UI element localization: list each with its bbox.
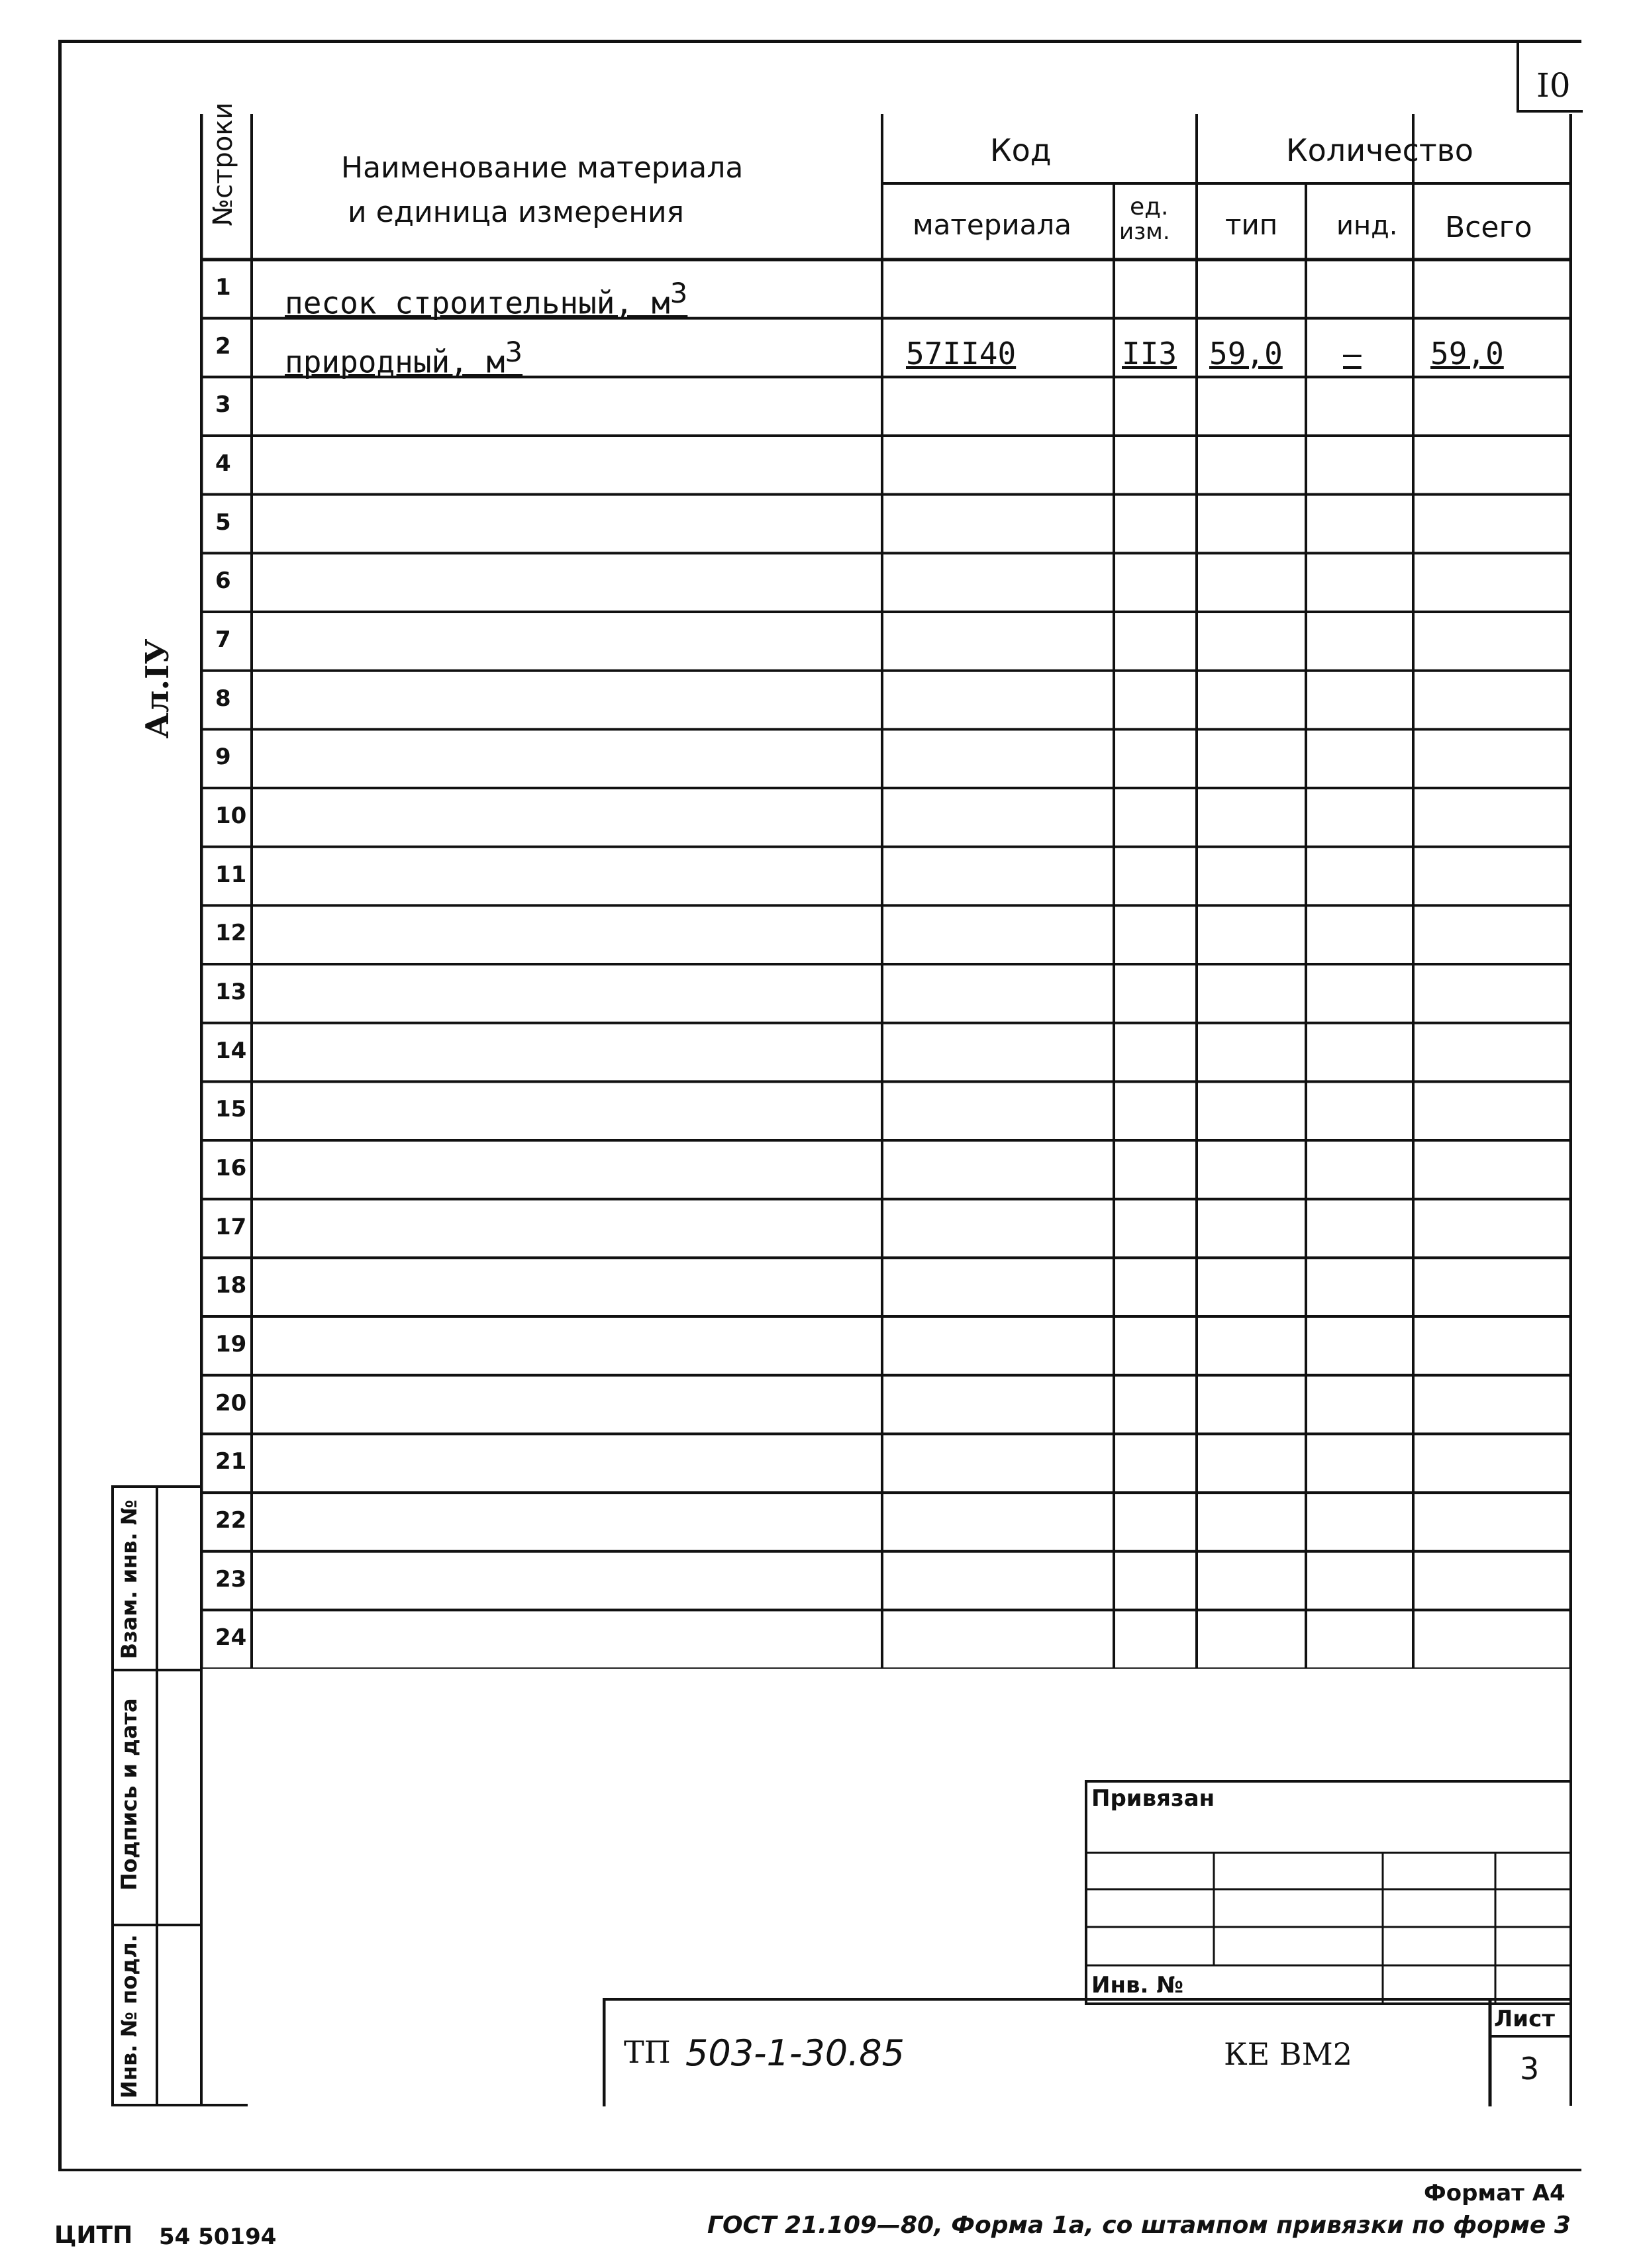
row-number: 15 <box>215 1096 247 1123</box>
frame-top <box>58 40 1581 43</box>
doc-mark: КЕ ВМ2 <box>1224 2036 1352 2072</box>
row-name: песок строительный, $м^3$ <box>285 277 688 321</box>
binding-stamp <box>1085 1780 1572 2005</box>
row-number: 3 <box>215 391 231 419</box>
row-number: 19 <box>215 1331 247 1358</box>
title-block <box>603 1998 1572 2106</box>
header-type: тип <box>1225 209 1278 241</box>
row-number: 9 <box>215 744 231 771</box>
header-quantity: Количество <box>1286 132 1473 168</box>
unit-exponent: 3 <box>505 335 523 368</box>
row-number: 20 <box>215 1389 247 1416</box>
lower-area-left <box>200 1669 203 2106</box>
field-sign-date: Подпись и дата <box>117 1698 142 1891</box>
sheet-label: Лист <box>1494 2006 1555 2032</box>
footer-publisher: ЦИТП <box>54 2222 133 2249</box>
field-exchange-inv: Взам. инв. № <box>117 1499 142 1659</box>
row-number: 16 <box>215 1155 247 1182</box>
frame-left <box>58 40 62 2169</box>
side-stamp-mid <box>156 1485 158 2106</box>
row-number: 4 <box>215 450 231 477</box>
row-qty-total: 59,0 <box>1430 335 1504 371</box>
row-number: 1 <box>215 274 231 301</box>
header-material-code: материала <box>913 209 1072 241</box>
row-number: 10 <box>215 803 247 830</box>
row-number: 17 <box>215 1213 247 1240</box>
row-number: 5 <box>215 509 231 536</box>
lower-area-bottom <box>200 2104 248 2106</box>
row-number: 7 <box>215 626 231 654</box>
row-name: природный, $м^3$ <box>285 335 523 379</box>
row-number: 14 <box>215 1037 247 1064</box>
row-number: 21 <box>215 1448 247 1475</box>
side-stamp-left <box>111 1485 114 2106</box>
footer-gost: ГОСТ 21.109—80, Форма 1а, со штампом привязки по форме 3 <box>707 2212 1571 2239</box>
row-number: 13 <box>215 979 247 1006</box>
header-row-number: №строки <box>208 102 238 226</box>
row-number: 22 <box>215 1507 247 1534</box>
side-stamp-div1 <box>111 1669 201 1671</box>
binding-label: Привязан <box>1091 1785 1215 1812</box>
header-total: Всего <box>1445 211 1532 244</box>
header-name-line2: и единица измерения <box>348 195 685 229</box>
row-number: 23 <box>215 1565 247 1593</box>
header-individual: инд. <box>1336 211 1398 241</box>
row-number: 8 <box>215 685 231 712</box>
header-unit-line2: изм. <box>1119 219 1170 245</box>
header-unit-line1: ед. <box>1130 193 1169 221</box>
row-number: 6 <box>215 567 231 595</box>
row-number: 18 <box>215 1272 247 1299</box>
project-code: 503-1-30.85 <box>685 2032 905 2074</box>
sheet-corner-number: I0 <box>1536 66 1571 105</box>
corner-box-left <box>1517 40 1519 113</box>
header-code: Код <box>990 132 1052 168</box>
row-number: 11 <box>215 861 247 888</box>
footer-order-no: 54 50194 <box>159 2224 277 2250</box>
header-name-line1: Наименование материала <box>341 151 744 185</box>
frame-bottom <box>58 2169 1581 2171</box>
row-number: 12 <box>215 920 247 947</box>
row-qty-individual: – <box>1343 335 1362 371</box>
side-stamp-div2 <box>111 1924 201 1926</box>
field-inv-orig: Инв. № подл. <box>117 1934 142 2098</box>
row-number: 24 <box>215 1624 247 1652</box>
side-stamp-top <box>111 1485 201 1488</box>
unit-exponent: 3 <box>670 277 688 309</box>
album-mark: Ал.IУ <box>139 638 176 739</box>
corner-box-bottom <box>1517 110 1583 113</box>
footer-format: Формат А4 <box>1424 2180 1566 2206</box>
side-stamp-bottom <box>111 2104 201 2106</box>
row-number: 2 <box>215 332 231 360</box>
project-prefix: ТП <box>624 2034 671 2070</box>
inv-no-label: Инв. № <box>1091 1972 1184 1998</box>
row-qty-type: 59,0 <box>1209 335 1283 371</box>
sheet-number: 3 <box>1520 2051 1540 2087</box>
binding-stamp-grid <box>1085 1780 1572 2005</box>
row-material-code: 57II40 <box>906 335 1017 371</box>
row-unit-code: II3 <box>1122 335 1177 371</box>
